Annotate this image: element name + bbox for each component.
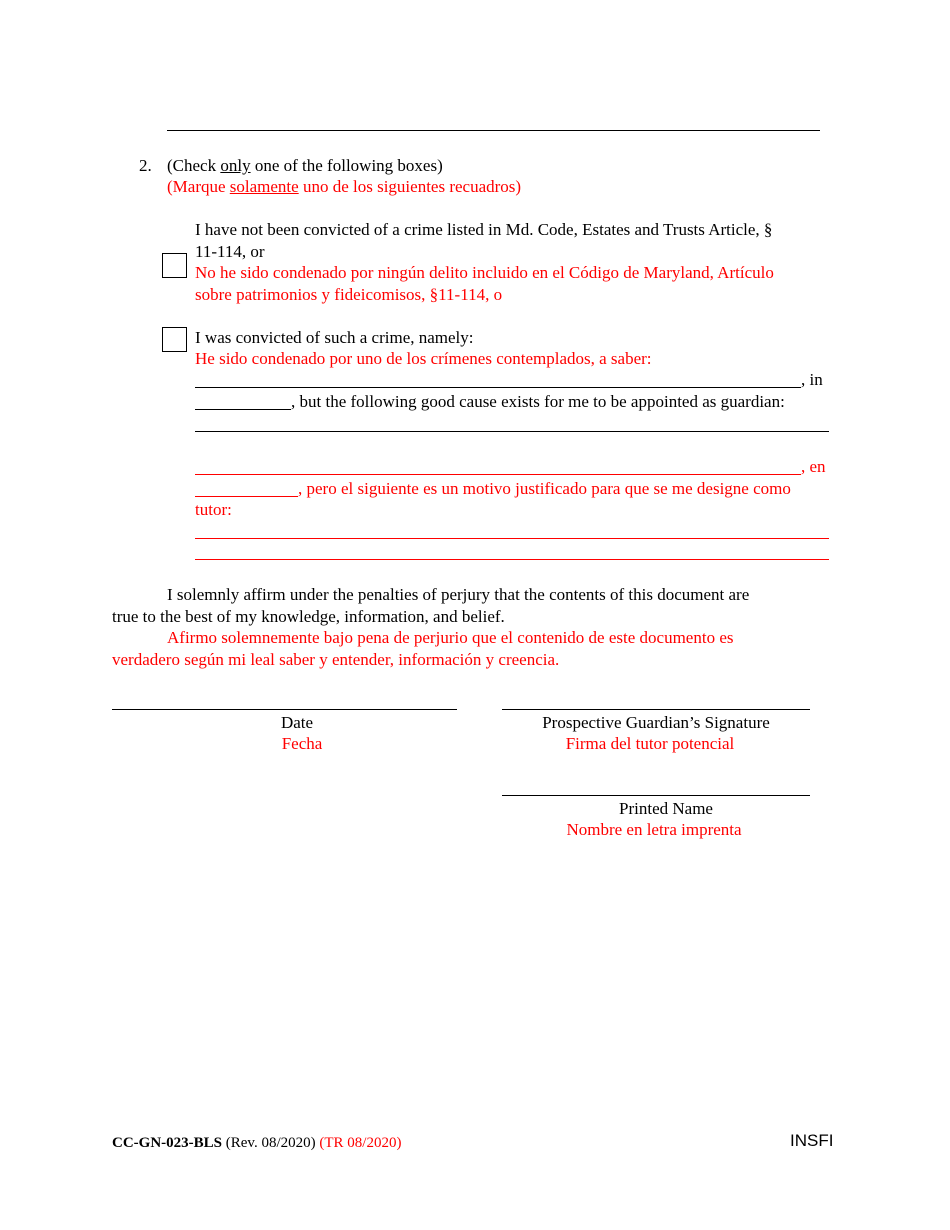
affirmation-en-line1: I solemnly affirm under the penalties of perjury that the contents of this document are [167, 585, 750, 604]
option2-es-line1: He sido condenado por uno de los crímenes contemplados, a saber: [195, 349, 652, 368]
form-code: CC-GN-023-BLS [112, 1135, 223, 1151]
printed-name-label-es: Nombre en letra imprenta [566, 820, 742, 839]
affirmation-es-line2: verdadero según mi leal saber y entender, información y creencia. [112, 650, 560, 669]
instruction-es [167, 176, 521, 197]
cause-blank-es-2[interactable] [195, 559, 829, 560]
cause-label-es: , pero el siguiente es un motivo justificado para que se me designe como [298, 479, 791, 498]
signature-line[interactable] [502, 709, 810, 710]
signature-label-es: Firma del tutor potencial [565, 734, 735, 753]
option1-en-line2: 11-114, or [195, 242, 265, 261]
option1-es-line1: No he sido condenado por ningún delito incluido en el Código de Maryland, Artículo [195, 263, 774, 282]
affirmation-es-line1: Afirmo solemnemente bajo pena de perjurio que el contenido de este documento es [167, 628, 734, 647]
affirmation-en-line2: true to the best of my knowledge, information, and belief. [112, 607, 505, 626]
date-label-es: Fecha [281, 734, 323, 753]
insfi-label: INSFI [790, 1131, 834, 1150]
instruction-es-emph: solamente [229, 177, 299, 196]
instruction-en [167, 155, 443, 176]
top-blank-line [167, 130, 820, 131]
tutor-label: tutor: [195, 500, 232, 519]
item-number: 2. [139, 156, 152, 175]
crime-blank-en[interactable] [195, 387, 801, 388]
option1-es-line2: sobre patrimonios y fideicomisos, §11-114, o [195, 285, 503, 304]
crime-blank-es[interactable] [195, 474, 801, 475]
printed-name-label: Printed Name [619, 799, 713, 818]
option2-en-line1: I was convicted of such a crime, namely: [195, 328, 474, 347]
instruction-en-emph: only [220, 156, 251, 175]
cause-blank-es-1[interactable] [195, 538, 829, 539]
in-label: , in [801, 370, 823, 389]
form-revision: (Rev. 08/2020) [222, 1135, 320, 1151]
location-blank-es[interactable] [195, 496, 298, 497]
form-translation: (TR 08/2020) [319, 1135, 402, 1151]
printed-name-line[interactable] [502, 795, 810, 796]
checkbox-convicted[interactable] [162, 327, 187, 352]
date-line[interactable] [112, 709, 457, 710]
form-footer [112, 1133, 401, 1154]
cause-label-en: , but the following good cause exists for me to be appointed as guardian: [291, 392, 785, 411]
date-label: Date [280, 713, 314, 732]
location-blank-en[interactable] [195, 409, 291, 410]
instruction-es-suffix: uno de los siguientes recuadros) [298, 177, 522, 196]
en-label: , en [801, 457, 826, 476]
option1-en-line1: I have not been convicted of a crime listed in Md. Code, Estates and Trusts Article, § [195, 220, 773, 239]
checkbox-not-convicted[interactable] [162, 253, 187, 278]
instruction-es-prefix: (Marque [167, 177, 230, 196]
signature-label: Prospective Guardian’s Signature [542, 713, 770, 732]
instruction-en-prefix: (Check [167, 156, 221, 175]
instruction-en-suffix: one of the following boxes) [250, 156, 443, 175]
cause-blank-en[interactable] [195, 431, 829, 432]
